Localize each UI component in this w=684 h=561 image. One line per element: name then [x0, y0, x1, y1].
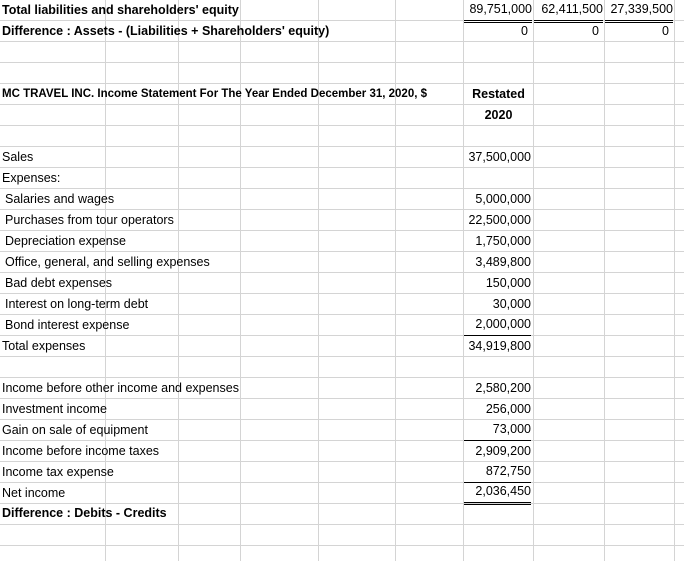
salaries-label[interactable]: Salaries and wages [5, 192, 115, 206]
difference-assets-value[interactable]: 0 [592, 24, 599, 38]
grid-column-line [533, 0, 534, 561]
total-liabilities-equity-value[interactable]: 62,411,500 [534, 0, 603, 23]
income-before-taxes-value[interactable]: 2,909,200 [475, 444, 531, 458]
office-expenses-value[interactable]: 3,489,800 [475, 255, 531, 269]
difference-debits-credits-label[interactable]: Difference : Debits - Credits [2, 506, 167, 520]
grid-row-line [0, 545, 684, 546]
bond-interest-label[interactable]: Bond interest expense [5, 318, 130, 332]
grid-row-line [0, 335, 684, 336]
depreciation-label[interactable]: Depreciation expense [5, 234, 126, 248]
gain-on-sale-label[interactable]: Gain on sale of equipment [2, 423, 148, 437]
total-expenses-value[interactable]: 34,919,800 [468, 339, 531, 353]
investment-income-value[interactable]: 256,000 [485, 402, 531, 416]
grid-row-line [0, 41, 684, 42]
bond-interest-value[interactable]: 2,000,000 [464, 315, 531, 336]
sales-label[interactable]: Sales [2, 150, 34, 164]
total-liabilities-equity-label[interactable]: Total liabilities and shareholders' equity [2, 3, 239, 17]
income-before-taxes-label[interactable]: Income before income taxes [2, 444, 160, 458]
investment-income-label[interactable]: Investment income [2, 402, 107, 416]
expenses-heading[interactable]: Expenses: [2, 171, 61, 185]
difference-assets-value[interactable]: 0 [521, 24, 528, 38]
interest-long-term-value[interactable]: 30,000 [492, 297, 531, 311]
total-expenses-label[interactable]: Total expenses [2, 339, 86, 353]
income-statement-title[interactable]: MC TRAVEL INC. Income Statement For The Year Ended December 31, 2020, $ [2, 88, 428, 100]
salaries-value[interactable]: 5,000,000 [475, 192, 531, 206]
grid-row-line [0, 356, 684, 357]
income-before-other-label[interactable]: Income before other income and expenses [2, 381, 239, 395]
gain-on-sale-value[interactable]: 73,000 [464, 420, 531, 441]
bad-debt-value[interactable]: 150,000 [485, 276, 531, 290]
grid-row-line [0, 482, 684, 483]
grid-row-line [0, 125, 684, 126]
total-liabilities-equity-value[interactable]: 27,339,500 [605, 0, 673, 23]
restated-column-header[interactable]: Restated [472, 87, 525, 101]
income-tax-value[interactable]: 872,750 [464, 462, 531, 483]
purchases-value[interactable]: 22,500,000 [468, 213, 531, 227]
grid-row-line [0, 167, 684, 168]
grid-row-line [0, 524, 684, 525]
total-liabilities-equity-value[interactable]: 89,751,000 [464, 0, 532, 23]
grid-row-line [0, 62, 684, 63]
bad-debt-label[interactable]: Bad debt expenses [5, 276, 113, 290]
purchases-label[interactable]: Purchases from tour operators [5, 213, 174, 227]
grid-row-line [0, 146, 684, 147]
net-income-value[interactable]: 2,036,450 [464, 482, 531, 505]
income-tax-label[interactable]: Income tax expense [2, 465, 114, 479]
income-before-other-value[interactable]: 2,580,200 [475, 381, 531, 395]
grid-row-line [0, 104, 684, 105]
interest-long-term-label[interactable]: Interest on long-term debt [5, 297, 149, 311]
depreciation-value[interactable]: 1,750,000 [475, 234, 531, 248]
sales-value[interactable]: 37,500,000 [468, 150, 531, 164]
grid-column-line [674, 0, 675, 561]
office-expenses-label[interactable]: Office, general, and selling expenses [5, 255, 210, 269]
year-column-header[interactable]: 2020 [484, 108, 513, 122]
difference-assets-value[interactable]: 0 [662, 24, 669, 38]
net-income-label[interactable]: Net income [2, 486, 66, 500]
grid-column-line [604, 0, 605, 561]
difference-assets-label[interactable]: Difference : Assets - (Liabilities + Shareholders' equity) [2, 24, 330, 38]
